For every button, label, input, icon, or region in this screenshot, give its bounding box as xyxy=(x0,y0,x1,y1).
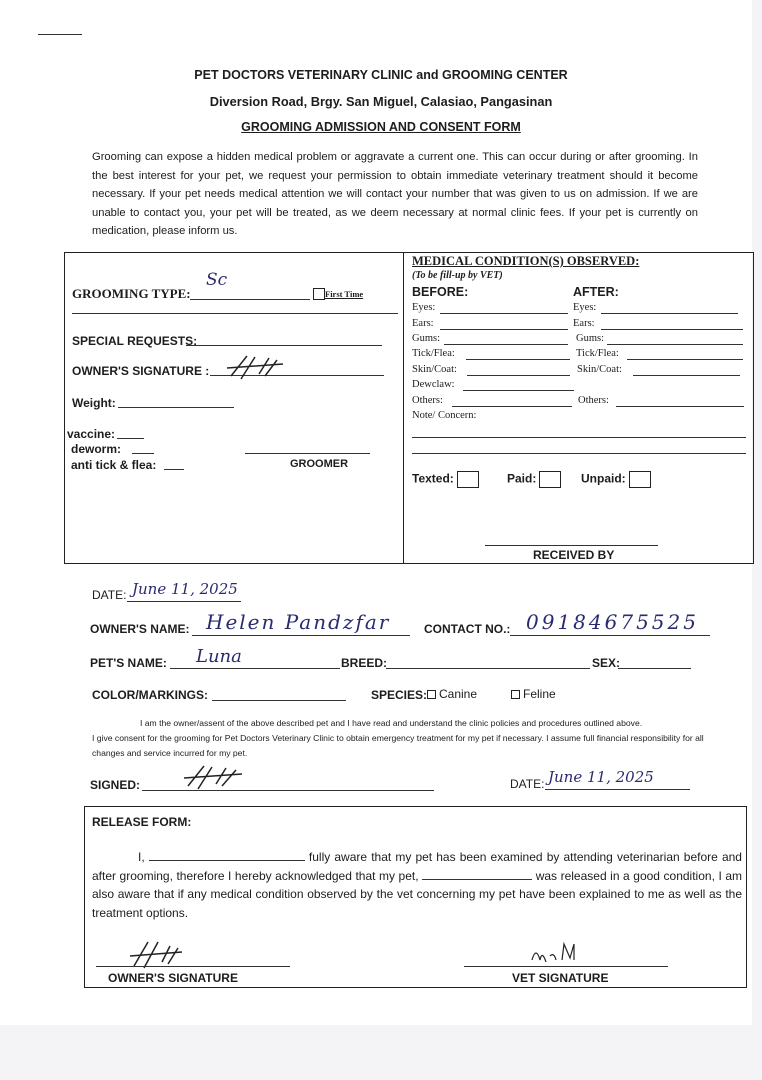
owner-signature-label: OWNER'S SIGNATURE : xyxy=(72,364,210,378)
release-title: RELEASE FORM: xyxy=(92,815,192,829)
date-label: DATE: xyxy=(92,588,127,602)
after-eyes-field[interactable] xyxy=(601,313,738,314)
before-others-label: Others: xyxy=(412,395,443,406)
date-field[interactable] xyxy=(127,601,241,602)
release-text-1: I, xyxy=(138,850,145,864)
before-label: BEFORE: xyxy=(412,285,469,299)
release-text-3: was released in a good condition, I am also aware that if any medical condition observed by the vet concerning my pet have been explained to me as well as the treatment options. xyxy=(92,868,742,920)
paid-label: Paid: xyxy=(507,471,561,488)
signed-date-value: June 11, 2025 xyxy=(548,768,654,786)
contact-label: CONTACT NO.: xyxy=(424,622,511,636)
note-line-1[interactable] xyxy=(412,437,746,438)
before-tickflea-label: Tick/Flea: xyxy=(412,348,455,359)
release-owner-name-blank[interactable] xyxy=(149,848,305,861)
pet-name-field[interactable] xyxy=(170,668,340,669)
after-gums-label: Gums: xyxy=(576,333,605,344)
feline-checkbox[interactable] xyxy=(511,690,520,699)
date-value: June 11, 2025 xyxy=(132,580,238,598)
paid-checkbox[interactable] xyxy=(539,471,561,488)
clinic-name: PET DOCTORS VETERINARY CLINIC and GROOMING CENTER xyxy=(194,68,568,82)
grooming-type-field[interactable] xyxy=(190,299,310,300)
color-markings-label: COLOR/MARKINGS: xyxy=(92,688,208,702)
grooming-type-extra-line xyxy=(72,313,398,314)
vet-signature-line[interactable] xyxy=(464,966,668,967)
received-by-label: RECEIVED BY xyxy=(533,548,615,562)
release-text-2: fully aware that my pet has been examined by attending veterinarian before and after grooming, therefore I hereby acknowledged that my pet, xyxy=(92,850,742,883)
pet-name-label: PET'S NAME: xyxy=(90,656,167,670)
sex-field[interactable] xyxy=(618,668,691,669)
before-dewclaw-field[interactable] xyxy=(463,390,574,391)
before-skincoat-label: Skin/Coat: xyxy=(412,364,457,375)
grooming-type-value: Sc xyxy=(206,270,228,290)
received-by-line[interactable] xyxy=(485,545,658,546)
consent-line-1: I am the owner/assent of the above described pet and I have read and understand the clinic policies and procedures outlined above. xyxy=(140,718,643,728)
special-requests-field[interactable] xyxy=(186,345,382,346)
owner-name-label: OWNER'S NAME: xyxy=(90,622,190,636)
medical-subtitle: (To be fill-up by VET) xyxy=(412,270,503,281)
before-ears-label: Ears: xyxy=(412,318,434,329)
medical-title: MEDICAL CONDITION(S) OBSERVED: xyxy=(412,254,640,268)
contact-field[interactable] xyxy=(510,635,710,636)
first-time-label: First Time xyxy=(325,289,364,299)
note-line-2[interactable] xyxy=(412,453,746,454)
breed-label: BREED: xyxy=(341,656,388,670)
color-markings-field[interactable] xyxy=(212,700,346,701)
breed-field[interactable] xyxy=(386,668,590,669)
signed-date-field[interactable] xyxy=(545,789,690,790)
before-skincoat-field[interactable] xyxy=(467,375,570,376)
after-ears-field[interactable] xyxy=(601,329,743,330)
grooming-type-label: GROOMING TYPE: xyxy=(72,286,191,301)
after-gums-field[interactable] xyxy=(607,344,743,345)
unpaid-checkbox[interactable] xyxy=(629,471,651,488)
special-requests-label: SPECIAL REQUESTS: xyxy=(72,334,198,348)
signed-date-label: DATE: xyxy=(510,777,545,791)
after-ears-label: Ears: xyxy=(573,318,595,329)
owner-signature-scribble xyxy=(225,352,287,382)
after-others-field[interactable] xyxy=(616,406,744,407)
release-pet-name-blank[interactable] xyxy=(422,867,532,880)
note-concern-label: Note/ Concern: xyxy=(412,410,477,421)
consent-line-2: I give consent for the grooming for Pet Doctors Veterinary Clinic to obtain emergency treatment for my pet if necessary. I assume full financial responsibility for all changes and service incurred for my pet. xyxy=(92,733,704,758)
before-tickflea-field[interactable] xyxy=(466,359,570,360)
intro-paragraph: Grooming can expose a hidden medical problem or aggravate a current one. This can occur during or after grooming. In the best interest for your pet, we request your permission to obtain immediate veterinary treatment should it become necessary. If your pet needs medical attention we will contact your number that was given to us on admission. If we are unable to contact you, your pet will be treated, as we deem necessary at normal clinic fees. If your pet is currently on medication, please inform us. xyxy=(92,151,698,237)
vet-signature-label: VET SIGNATURE xyxy=(512,971,609,985)
canine-label: Canine xyxy=(439,687,478,701)
release-paragraph xyxy=(92,848,742,922)
before-dewclaw-label: Dewclaw: xyxy=(412,379,455,390)
release-owner-signature-line[interactable] xyxy=(96,966,290,967)
texted-checkbox[interactable] xyxy=(457,471,479,488)
texted-label: Texted: xyxy=(412,471,479,488)
after-skincoat-label: Skin/Coat: xyxy=(577,364,622,375)
top-mark xyxy=(38,34,82,35)
before-ears-field[interactable] xyxy=(440,329,568,330)
groomer-label: GROOMER xyxy=(290,458,349,470)
species-label: SPECIES: xyxy=(371,688,428,702)
first-time-checkbox[interactable] xyxy=(313,288,325,300)
form-title: GROOMING ADMISSION AND CONSENT FORM xyxy=(241,120,521,134)
owner-name-value: Helen Pandzfar xyxy=(206,610,391,634)
vaccine-label: vaccine: xyxy=(67,427,116,441)
signed-signature-scribble xyxy=(182,762,248,792)
before-eyes-label: Eyes: xyxy=(412,302,436,313)
owner-name-field[interactable] xyxy=(192,635,410,636)
after-label: AFTER: xyxy=(573,285,619,299)
canine-checkbox[interactable] xyxy=(427,690,436,699)
pet-name-value: Luna xyxy=(196,646,242,667)
release-owner-signature-label: OWNER'S SIGNATURE xyxy=(108,971,238,985)
antitick-field[interactable] xyxy=(164,469,184,470)
signed-label: SIGNED: xyxy=(90,778,141,792)
clinic-address: Diversion Road, Brgy. San Miguel, Calasiao, Pangasinan xyxy=(209,94,553,109)
after-others-label: Others: xyxy=(578,395,609,406)
feline-label: Feline xyxy=(523,687,556,701)
antitick-label: anti tick & flea: xyxy=(71,458,157,472)
sex-label: SEX: xyxy=(592,656,621,670)
section-divider xyxy=(403,252,404,564)
deworm-label: deworm: xyxy=(71,442,122,456)
after-tickflea-label: Tick/Flea: xyxy=(576,348,619,359)
weight-field[interactable] xyxy=(118,407,234,408)
before-eyes-field[interactable] xyxy=(440,313,568,314)
after-eyes-label: Eyes: xyxy=(573,302,597,313)
before-gums-field[interactable] xyxy=(444,344,568,345)
groomer-signature-line[interactable] xyxy=(245,453,370,454)
contact-value: 09184675525 xyxy=(526,610,699,634)
vaccine-field[interactable] xyxy=(117,438,144,439)
deworm-field[interactable] xyxy=(132,453,154,454)
unpaid-label: Unpaid: xyxy=(581,471,651,488)
vet-signature-scribble xyxy=(528,940,578,968)
after-tickflea-field[interactable] xyxy=(627,359,743,360)
before-gums-label: Gums: xyxy=(412,333,441,344)
after-skincoat-field[interactable] xyxy=(633,375,740,376)
weight-label: Weight: xyxy=(72,396,116,410)
before-others-field[interactable] xyxy=(452,406,572,407)
